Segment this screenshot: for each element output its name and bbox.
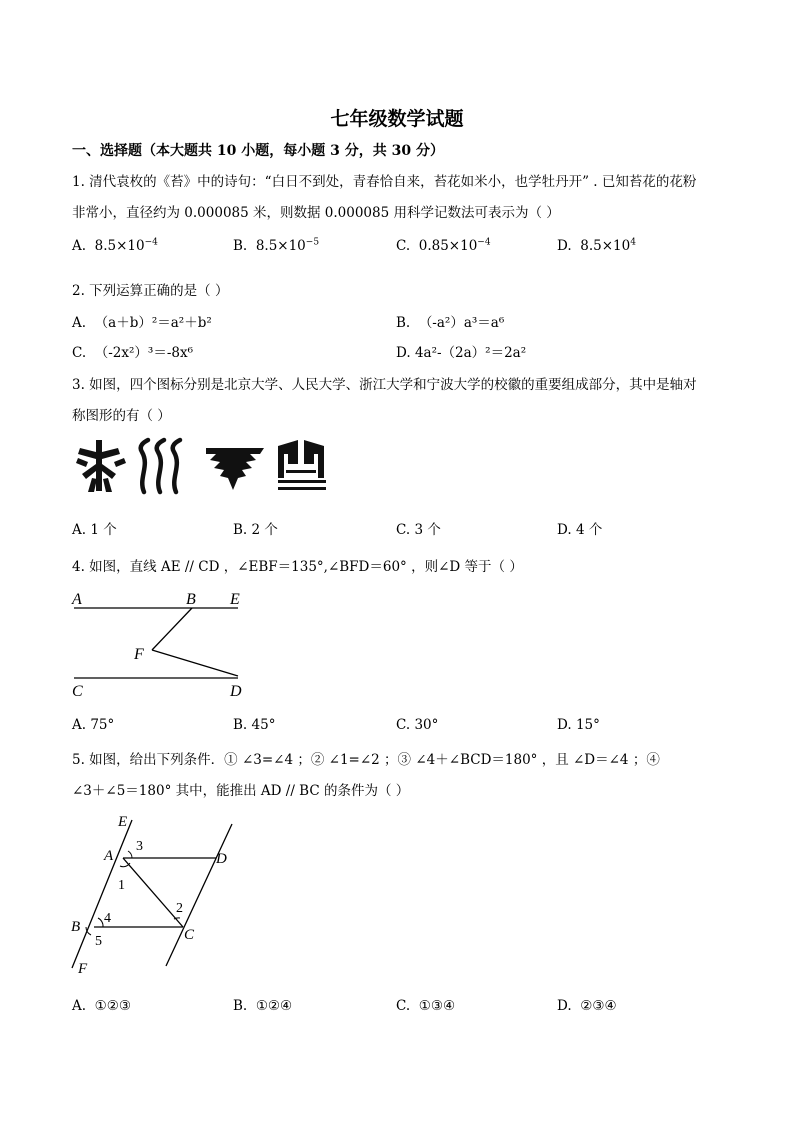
q5-option-a: A. ①②③: [72, 998, 131, 1014]
q3-stem-line2: 称图形的有（ ）: [72, 408, 171, 424]
renmin-university-logo: [141, 440, 180, 492]
angle-label-3: 3: [136, 839, 143, 854]
q3-stem-line1: 3. 如图，四个图标分别是北京大学、人民大学、浙江大学和宁波大学的校徽的重要组成部分，其中是轴对: [72, 377, 697, 393]
label-e: E: [230, 591, 240, 608]
q5-option-d: D. ②③④: [557, 998, 617, 1014]
q5-option-b: B. ①②④: [233, 998, 293, 1014]
q5-stem-line2: ∠3＋∠5＝180° 其中，能推出 AD // BC 的条件为（ ）: [72, 783, 410, 799]
q4-option-a: A. 75°: [72, 717, 115, 733]
q2-option-c: C. （-2x²）³＝-8x⁶: [72, 345, 193, 361]
label-d: D: [216, 851, 227, 867]
angle-label-4: 4: [104, 911, 111, 926]
q2-stem: 2. 下列运算正确的是（ ）: [72, 283, 229, 299]
label-f: F: [78, 961, 88, 977]
q4-figure: [68, 586, 258, 704]
q1-option-a: A. $8.5\times 10^{-4}$: [72, 237, 158, 254]
label-f: F: [134, 646, 144, 663]
section-heading: 一、选择题（本大题共 10 小题，每小题 3 分，共 30 分）: [72, 143, 444, 159]
label-a: A: [104, 848, 114, 864]
line-right-transversal: [166, 824, 232, 966]
q3-option-c: C. 3 个: [396, 522, 441, 538]
angle-label-1: 1: [118, 878, 125, 893]
q1-stem-line2: 非常小，直径约为 0.000085 米，则数据 0.000085 用科学记数法可表示为（ ）: [72, 205, 560, 221]
q4-option-c: C. 30°: [396, 717, 439, 733]
q2-option-b: B. （-a²）a³＝a⁶: [396, 315, 505, 331]
q1-option-b: B. $8.5\times 10^{-5}$: [233, 237, 320, 254]
label-b: B: [186, 591, 196, 608]
label-e: E: [118, 814, 128, 830]
angle-2-arc: [174, 918, 180, 919]
label-a: A: [72, 591, 82, 608]
segment-bf: [152, 608, 192, 650]
q3-option-a: A. 1 个: [72, 522, 117, 538]
q1-stem-line1: 1. 清代袁枚的《苔》中的诗句：“白日不到处，青春恰自来，苔花如米小，也学牡丹开” . 已知苔花的花粉: [72, 174, 697, 190]
q2-option-a: A. （a＋b）²＝a²＋b²: [72, 315, 212, 331]
q5-option-c: C. ①③④: [396, 998, 456, 1014]
q4-option-b: B. 45°: [233, 717, 276, 733]
angle-3-arc: [128, 851, 132, 858]
label-c: C: [184, 927, 195, 943]
segment-ac: [123, 858, 183, 927]
q4-stem: 4. 如图，直线 AE // CD ，∠EBF＝135°,∠BFD＝60° ，则∠D 等于（ ）: [72, 559, 523, 575]
angle-label-5: 5: [95, 934, 102, 949]
q1-option-c: C. $0.85\times 10^{-4}$: [396, 237, 491, 254]
ningbo-university-logo: [278, 440, 326, 490]
peking-university-logo: [76, 440, 126, 492]
q2-option-d: D. 4a²-（2a）²＝2a²: [396, 345, 527, 361]
q4-option-d: D. 15°: [557, 717, 600, 733]
angle-4-arc: [98, 918, 103, 927]
label-b: B: [71, 919, 81, 935]
q3-logos-figure: [72, 436, 332, 498]
angle-label-2: 2: [176, 901, 183, 916]
q3-option-d: D. 4 个: [557, 522, 603, 538]
q3-option-b: B. 2 个: [233, 522, 278, 538]
zhejiang-university-logo: [206, 448, 264, 490]
label-c: C: [72, 683, 83, 700]
q5-figure: [66, 808, 246, 980]
q5-stem-line1: 5. 如图，给出下列条件．① ∠3=∠4 ；② ∠1=∠2 ；③ ∠4＋∠BCD＝180° ，且 ∠D＝∠4 ；④: [72, 752, 660, 768]
label-d: D: [230, 683, 242, 700]
segment-fd: [152, 650, 238, 676]
q1-option-d: D. $8.5\times 10^4$: [557, 237, 636, 254]
page-title: 七年级数学试题: [330, 108, 464, 130]
line-ef: [72, 820, 132, 968]
